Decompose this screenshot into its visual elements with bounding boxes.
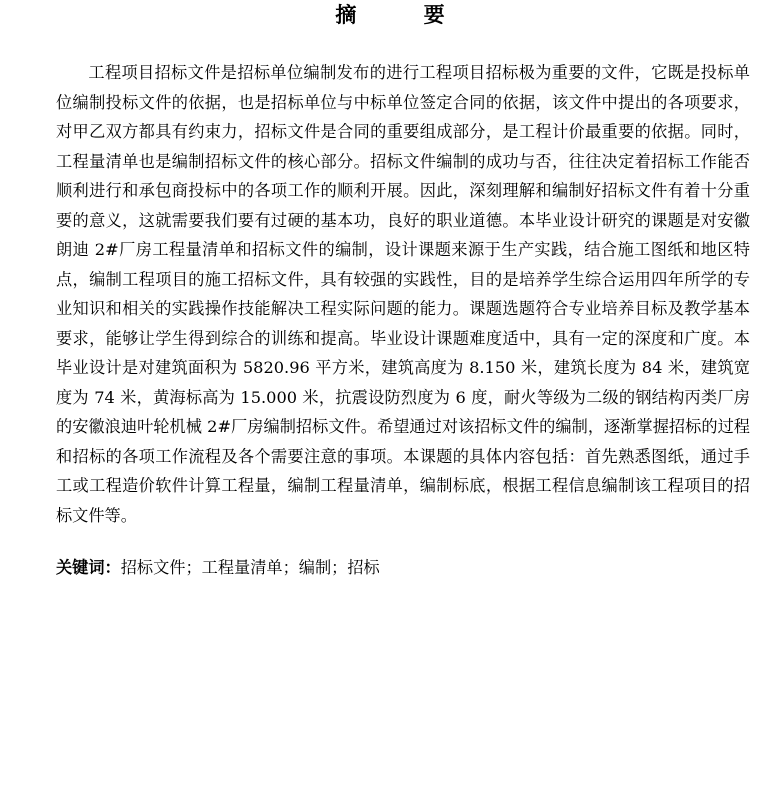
page-title: 摘 要 xyxy=(335,3,475,27)
keywords-text: 招标文件；工程量清单；编制；招标 xyxy=(120,558,380,577)
abstract-paragraph: 工程项目招标文件是招标单位编制发布的进行工程项目招标极为重要的文件，它既是投标单位编制投标文件的依据，也是招标单位与中标单位签定合同的依据，该文件中提出的各项要求，对甲乙双方都具有约束力，招标文件是合同的重要组成部分，是工程计价最重要的依据。同时，工程量清单也是编制招标文件的核心部分。招标文件编制的成功与否，往往决定着招标工作能否顺利进行和承包商投标中的各项工作的顺利开展。因此，深刻理解和编制好招标文件有着十分重要的意义，这就需要我们要有过硬的基本功，良好的职业道德。本毕业设计研究的课题是对安徽朗迪 2#厂房工程量清单和招标文件的编制，设计课题来源于生产实践，结合施工图纸和地区特点，编制工程项目的施工招标文件，具有较强的实践性，目的是培养学生综合运用四年所学的专业知识和相关的实践操作技能解决工程实际问题的能力。课题选题符合专业培养目标及教学基本要求，能够让学生得到综合的训练和提高。毕业设计课题难度适中，具有一定的深度和广度。本毕业设计是对建筑面积为 5820.96 平方米，建筑高度为 8.150 米，建筑长度为 84 米，建筑宽度为 74 米，黄海标高为 15.000 米，抗震设防烈度为 6 度，耐火等级为二级的钢结构丙类厂房的安徽浪迪叶轮机械 2#厂房编制招标文件。希望通过对该招标文件的编制，逐渐掌握招标的过程和招标的各项工作流程及各个需要注意的事项。本课题的具体内容包括：首先熟悉图纸，通过手工或工程造价软件计算工程量，编制工程量清单，编制标底，根据工程信息编制该工程项目的招标文件等。 xyxy=(56,63,750,525)
keywords-line xyxy=(56,553,750,583)
keywords-label: 关键词： xyxy=(56,558,121,577)
